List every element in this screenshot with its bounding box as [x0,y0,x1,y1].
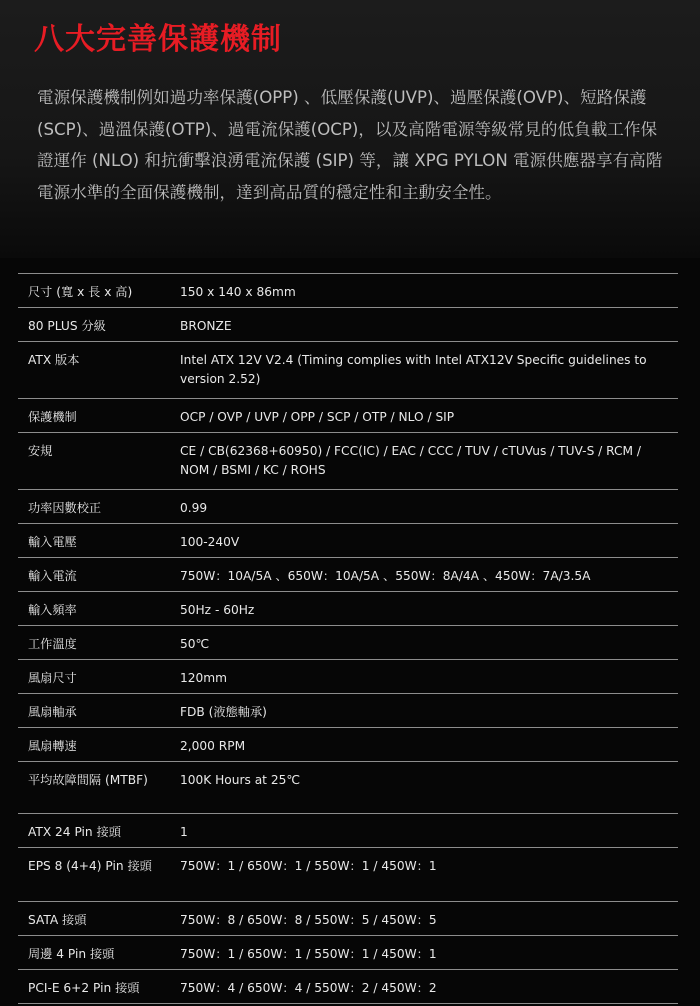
spec-value: FDB (液態軸承) [178,694,678,728]
spec-label: EPS 8 (4+4) Pin 接頭 [18,848,178,902]
spec-label: 80 PLUS 分級 [18,308,178,342]
spec-value: CE / CB(62368+60950) / FCC(IC) / EAC / CCC / TUV / cTUVus / TUV-S / RCM / NOM / BSMI / KC / ROHS [178,433,678,490]
spec-value: 750W：8 / 650W：8 / 550W：5 / 450W：5 [178,902,678,936]
spec-label: 安規 [18,433,178,490]
spec-row-protection [18,399,678,433]
spec-row-pcie [18,970,678,1004]
spec-label: 風扇轉速 [18,728,178,762]
spec-row-operating-temp [18,626,678,660]
page-title: 八大完善保護機制 [34,22,282,57]
spec-label: 周邊 4 Pin 接頭 [18,936,178,970]
spec-label: PCI-E 6+2 Pin 接頭 [18,970,178,1004]
spec-row-pfc [18,490,678,524]
spec-row-80plus [18,308,678,342]
spec-row-input-current [18,558,678,592]
spec-label: 保護機制 [18,399,178,433]
spec-value: 100K Hours at 25℃ [178,762,678,814]
spec-row-sata [18,902,678,936]
spec-row-input-frequency [18,592,678,626]
spec-label: 工作溫度 [18,626,178,660]
spec-label: 輸入電流 [18,558,178,592]
spec-value: 750W：1 / 650W：1 / 550W：1 / 450W：1 [178,848,678,902]
spec-row-eps8pin [18,848,678,902]
spec-value: 750W：1 / 650W：1 / 550W：1 / 450W：1 [178,936,678,970]
spec-label: 平均故障間隔 (MTBF) [18,762,178,814]
spec-value: OCP / OVP / UVP / OPP / SCP / OTP / NLO / SIP [178,399,678,433]
spec-label: 輸入電壓 [18,524,178,558]
spec-row-fan-speed [18,728,678,762]
spec-label: 尺寸 (寬 x 長 x 高) [18,274,178,308]
spec-row-dimensions [18,274,678,308]
spec-label: 風扇尺寸 [18,660,178,694]
spec-row-atx-version [18,342,678,399]
intro-paragraph: 電源保護機制例如過功率保護(OPP) 、低壓保護(UVP)、過壓保護(OVP)、短路保護(SCP)、過溫保護(OTP)、過電流保護(OCP)，以及高階電源等級常見的低負載工作保證運作 (NLO) 和抗衝擊浪湧電流保護 (SIP) 等，讓 XPG PYLON 電源供應器享有高階電源水準的全面保護機制，達到高品質的穩定性和主動安全性。 [37,88,663,202]
spec-row-certifications [18,433,678,490]
spec-value: Intel ATX 12V V2.4 (Timing complies with Intel ATX12V Specific guidelines to version 2.52) [178,342,678,399]
spec-value: 0.99 [178,490,678,524]
spec-row-fan-bearing [18,694,678,728]
spec-row-mtbf [18,762,678,814]
spec-label: ATX 24 Pin 接頭 [18,814,178,848]
spec-value: 50℃ [178,626,678,660]
spec-value: 750W：4 / 650W：4 / 550W：2 / 450W：2 [178,970,678,1004]
spec-value: 1 [178,814,678,848]
spec-label: SATA 接頭 [18,902,178,936]
spec-row-fan-size [18,660,678,694]
spec-value: 50Hz - 60Hz [178,592,678,626]
spec-value: 150 x 140 x 86mm [178,274,678,308]
spec-label: 功率因數校正 [18,490,178,524]
spec-row-input-voltage [18,524,678,558]
spec-row-atx24pin [18,814,678,848]
spec-value: 2,000 RPM [178,728,678,762]
spec-value: 100-240V [178,524,678,558]
spec-label: ATX 版本 [18,342,178,399]
spec-value: 120mm [178,660,678,694]
spec-value: 750W：10A/5A 、650W：10A/5A 、550W：8A/4A 、450W：7A/3.5A [178,558,678,592]
spec-row-peripheral4pin [18,936,678,970]
spec-label: 輸入頻率 [18,592,178,626]
spec-value: BRONZE [178,308,678,342]
spec-label: 風扇軸承 [18,694,178,728]
spec-table [18,273,678,1004]
